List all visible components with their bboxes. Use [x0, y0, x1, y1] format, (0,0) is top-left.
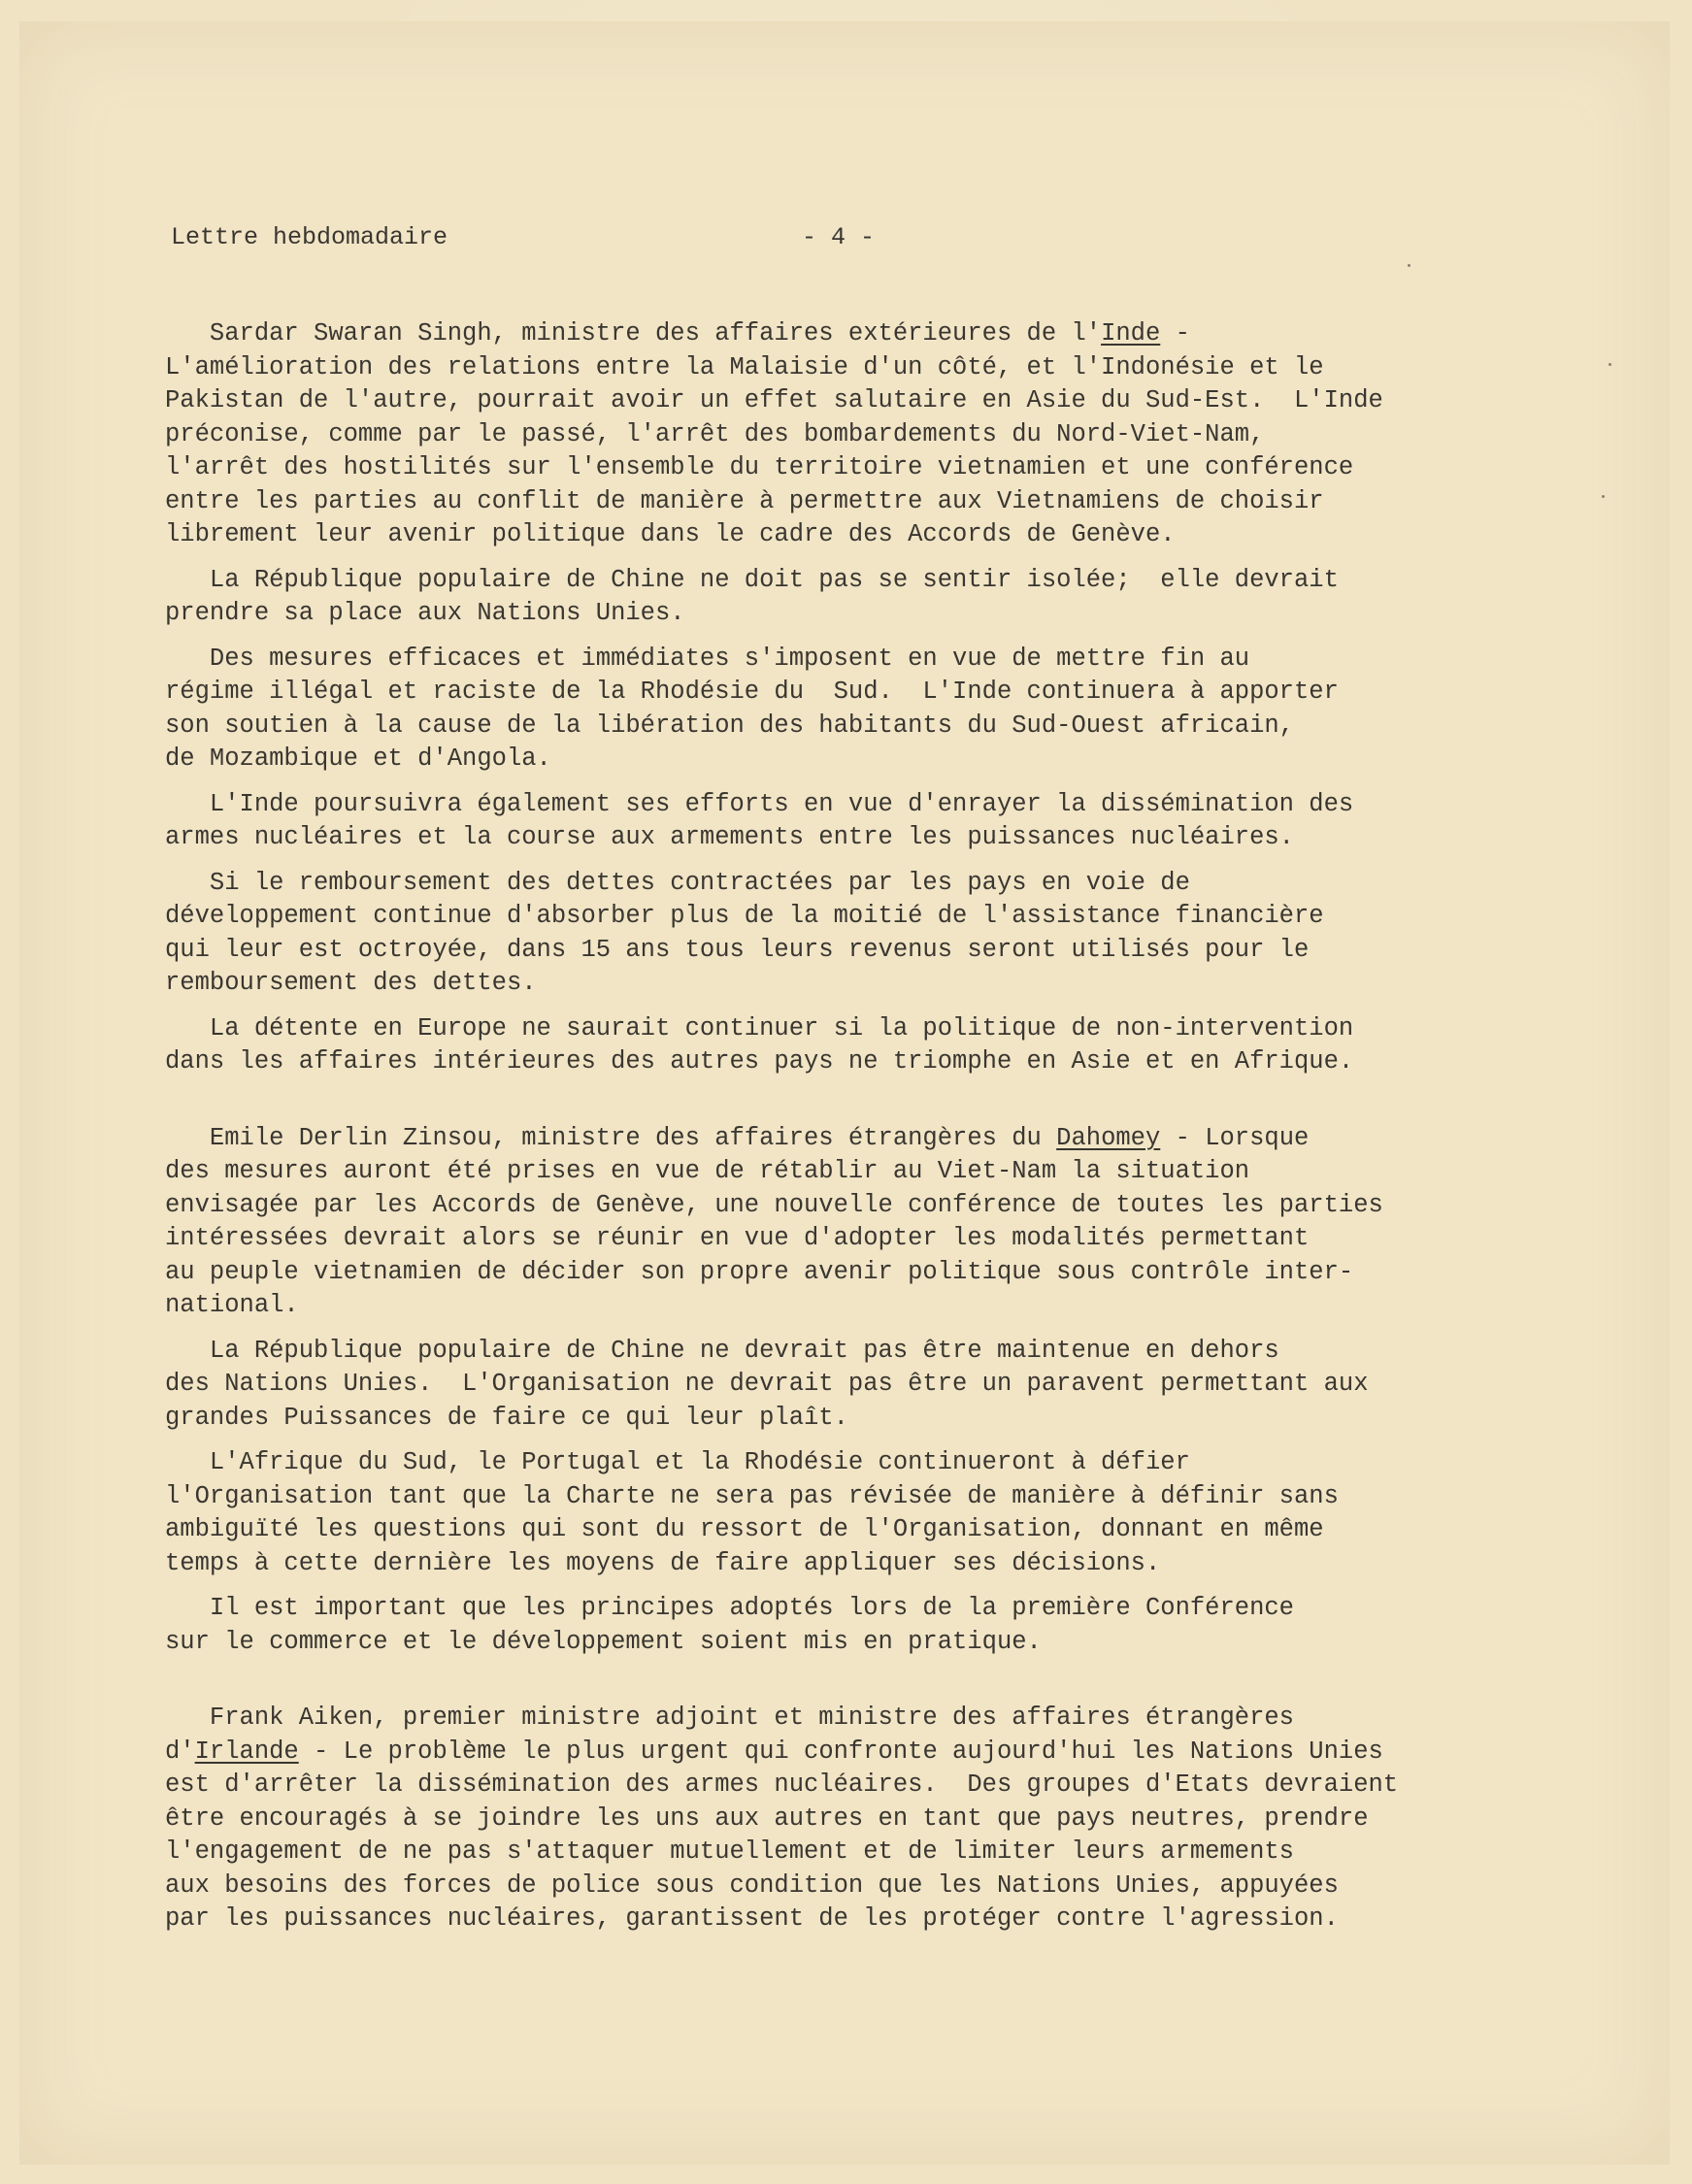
underlined-country-name: Dahomey [1056, 1123, 1161, 1152]
paragraph [165, 643, 1543, 777]
paragraph-gap [165, 631, 1543, 643]
line-text: d' [165, 1737, 195, 1766]
text-line: sur le commerce et le développement soient mis en pratique. [165, 1627, 1042, 1656]
text-line: dans les affaires intérieures des autres pays ne triomphe en Asie et en Afrique. [165, 1047, 1354, 1075]
paragraph [165, 1592, 1543, 1659]
text-line: entre les parties au conflit de manière à permettre aux Vietnamiens de choisir [165, 486, 1324, 515]
text-line: remboursement des dettes. [165, 969, 537, 997]
paragraph [165, 788, 1543, 855]
document-page [19, 21, 1670, 2165]
paragraph-gap [165, 855, 1543, 867]
text-line: l'Organisation tant que la Charte ne sera pas révisée de manière à définir sans [165, 1481, 1339, 1510]
text-line: par les puissances nucléaires, garantissent de les protéger contre l'agression. [165, 1904, 1339, 1933]
text-line: préconise, comme par le passé, l'arrêt des bombardements du Nord-Viet-Nam, [165, 419, 1265, 448]
text-line [165, 1736, 1543, 1770]
text-line: L'Afrique du Sud, le Portugal et la Rhodésie continueront à défier [165, 1448, 1190, 1476]
underlined-country-name: Irlande [194, 1737, 299, 1766]
text-line: national. [165, 1291, 299, 1319]
page-number: - 4 - [802, 223, 876, 251]
paper-speck [1408, 264, 1410, 267]
page-header [171, 223, 1142, 262]
paragraph [165, 867, 1543, 1001]
text-line: Si le remboursement des dettes contractées par les pays en voie de [165, 868, 1190, 897]
text-line: intéressées devrait alors se réunir en vue d'adopter les modalités permettant [165, 1224, 1310, 1252]
paragraph-gap [165, 1001, 1543, 1012]
text-line: son soutien à la cause de la libération des habitants du Sud-Ouest africain, [165, 711, 1294, 740]
section-gap [165, 1079, 1543, 1122]
text-line [165, 317, 1543, 351]
text-line: des Nations Unies. L'Organisation ne devrait pas être un paravent permettant aux [165, 1370, 1369, 1398]
text-line: La République populaire de Chine ne doit pas se sentir isolée; elle devrait [165, 565, 1339, 594]
text-line: l'arrêt des hostilités sur l'ensemble du territoire vietnamien et une conférence [165, 453, 1354, 481]
paragraph-gap [165, 1435, 1543, 1446]
text-line: aux besoins des forces de police sous condition que les Nations Unies, appuyées [165, 1870, 1339, 1900]
paragraph [165, 1702, 1543, 1936]
text-line: Frank Aiken, premier ministre adjoint et ministre des affaires étrangères [165, 1704, 1294, 1732]
text-line: prendre sa place aux Nations Unies. [165, 599, 685, 627]
text-line: armes nucléaires et la course aux armements entre les puissances nucléaires. [165, 823, 1294, 851]
text-line: ambiguïté les questions qui sont du ressort de l'Organisation, donnant en même [165, 1515, 1324, 1543]
paragraph [165, 1012, 1543, 1079]
paragraph-gap [165, 1580, 1543, 1592]
paragraph [165, 1335, 1543, 1436]
text-line: développement continue d'absorber plus de la moitié de l'assistance financière [165, 902, 1324, 930]
header-title: Lettre hebdomadaire [171, 223, 448, 251]
text-line: au peuple vietnamien de décider son propre avenir politique sous contrôle inter- [165, 1257, 1354, 1286]
text-line: des mesures auront été prises en vue de rétablir au Viet-Nam la situation [165, 1157, 1250, 1185]
text-line: temps à cette dernière les moyens de faire appliquer ses décisions. [165, 1548, 1161, 1577]
text-line [165, 1122, 1543, 1156]
text-line: envisagée par les Accords de Genève, une nouvelle conférence de toutes les parties [165, 1190, 1383, 1219]
text-line: La République populaire de Chine ne devrait pas être maintenue en dehors [165, 1336, 1279, 1365]
text-line: être encouragés à se joindre les uns aux autres en tant que pays neutres, prendre [165, 1803, 1369, 1833]
paragraph-gap [165, 1323, 1543, 1335]
section-gap [165, 1659, 1543, 1702]
line-text: - Lorsque [1160, 1123, 1310, 1152]
text-line: Des mesures efficaces et immédiates s'imposent en vue de mettre fin au [165, 644, 1250, 673]
text-line: Il est important que les principes adoptés lors de la première Conférence [165, 1594, 1294, 1622]
paper-speck [1609, 363, 1611, 366]
line-text: Sardar Swaran Singh, ministre des affaires extérieures de l' [165, 319, 1102, 347]
text-line: de Mozambique et d'Angola. [165, 745, 551, 773]
paragraph [165, 317, 1543, 552]
underlined-country-name: Inde [1101, 319, 1161, 347]
text-line: l'engagement de ne pas s'attaquer mutuellement et de limiter leurs armements [165, 1837, 1294, 1866]
document-body [165, 317, 1543, 1936]
text-line: qui leur est octroyée, dans 15 ans tous leurs revenus seront utilisés pour le [165, 935, 1310, 964]
text-line: est d'arrêter la dissémination des armes nucléaires. Des groupes d'Etats devraient [165, 1770, 1399, 1799]
line-text: - [1160, 319, 1190, 347]
line-text: Emile Derlin Zinsou, ministre des affaires étrangères du [165, 1123, 1057, 1152]
paragraph [165, 1122, 1543, 1323]
paragraph-gap [165, 777, 1543, 788]
paper-speck [1602, 495, 1605, 498]
line-text: - Le problème le plus urgent qui confronte aujourd'hui les Nations Unies [298, 1737, 1383, 1766]
text-line: librement leur avenir politique dans le cadre des Accords de Genève. [165, 520, 1176, 548]
text-line: La détente en Europe ne saurait continuer si la politique de non-intervention [165, 1013, 1354, 1042]
paragraph-gap [165, 552, 1543, 564]
text-line: L'Inde poursuivra également ses efforts en vue d'enrayer la dissémination des [165, 789, 1354, 818]
text-line: grandes Puissances de faire ce qui leur plaît. [165, 1403, 848, 1432]
text-line: régime illégal et raciste de la Rhodésie du Sud. L'Inde continuera à apporter [165, 678, 1339, 706]
text-line: L'amélioration des relations entre la Malaisie d'un côté, et l'Indonésie et le [165, 352, 1324, 381]
paragraph [165, 564, 1543, 631]
paragraph [165, 1446, 1543, 1580]
text-line: Pakistan de l'autre, pourrait avoir un effet salutaire en Asie du Sud-Est. L'Inde [165, 386, 1383, 414]
